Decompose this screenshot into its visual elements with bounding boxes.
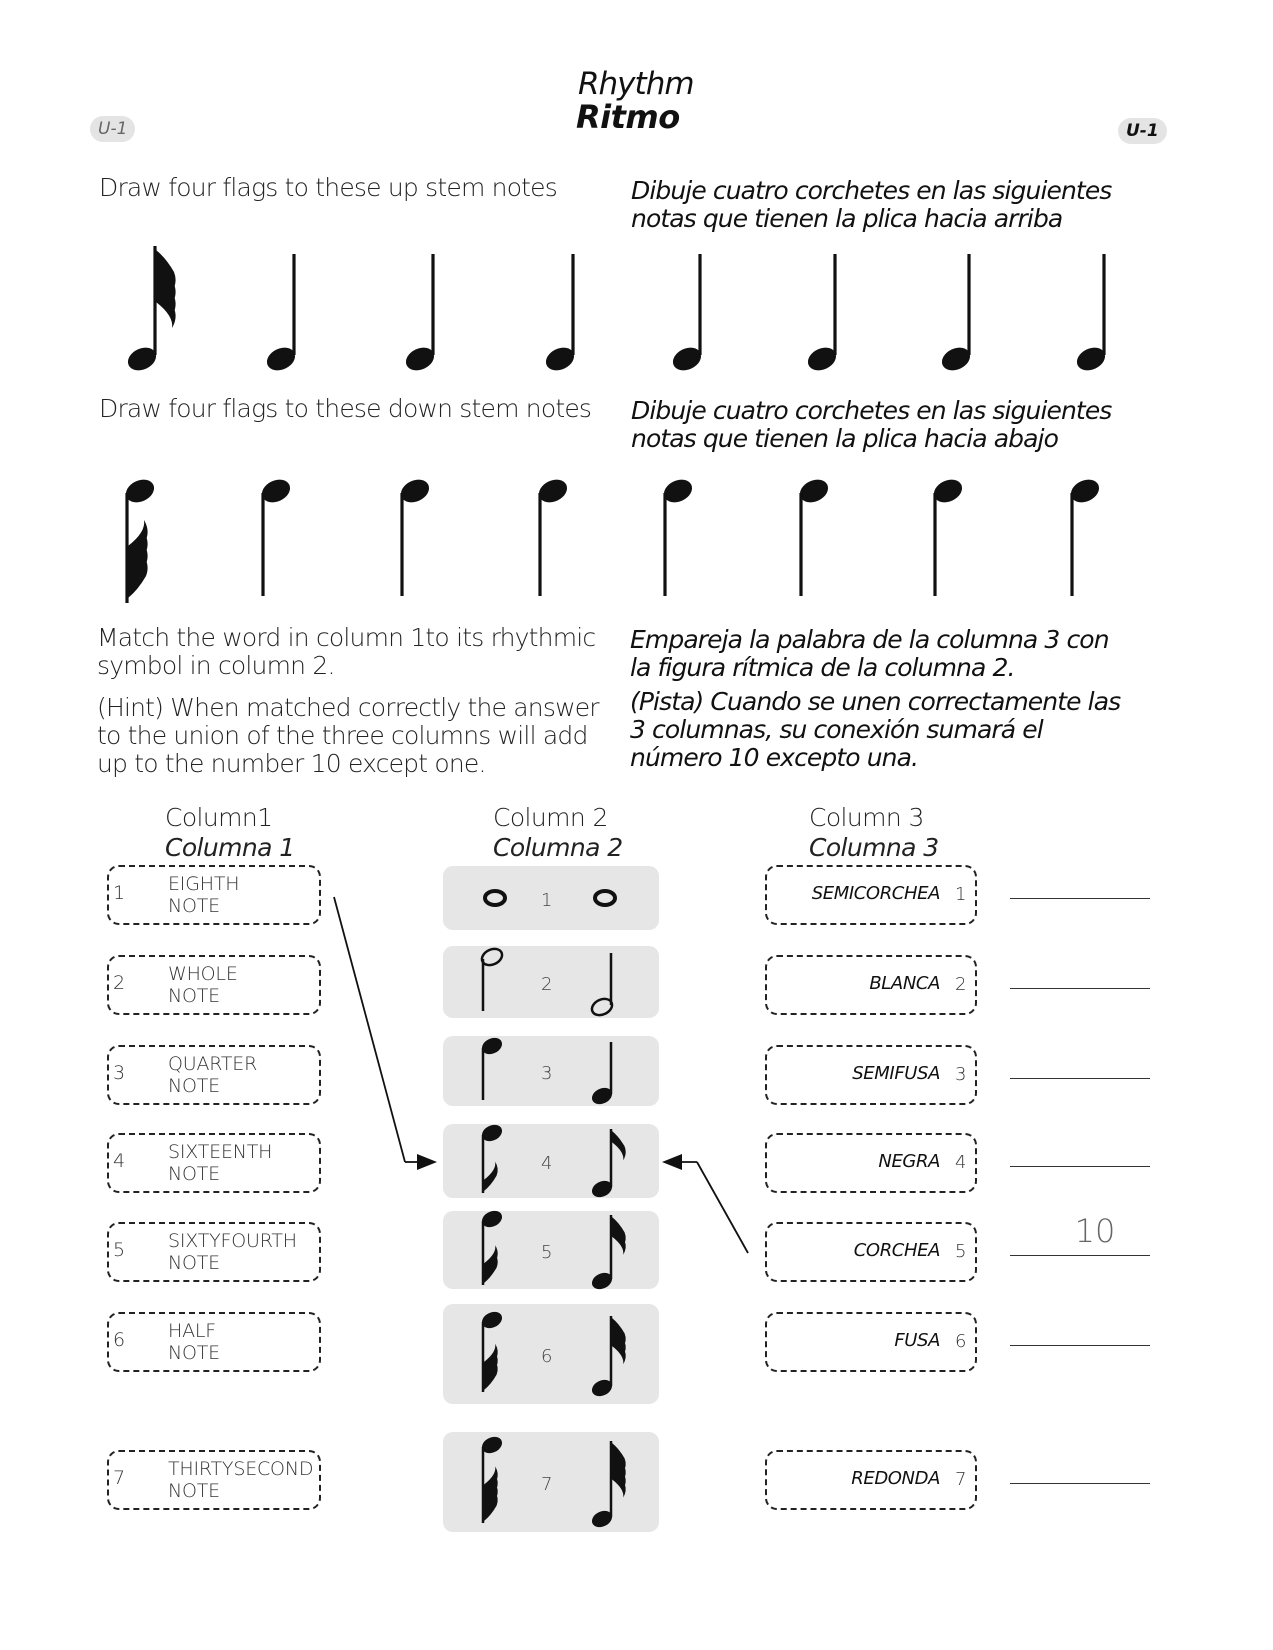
column1-item-label-note: NOTE <box>168 985 220 1007</box>
column1-item-label-note: NOTE <box>168 1163 220 1185</box>
title-english: Rhythm <box>578 66 694 102</box>
column1-item-label: SIXTYFOURTH <box>168 1230 297 1252</box>
column1-item-label-note: NOTE <box>168 895 220 917</box>
column1-item-label: HALF <box>168 1320 216 1342</box>
column1-item-number: 1 <box>113 882 126 904</box>
note-flag <box>484 1162 498 1191</box>
column3-item-number: 5 <box>955 1241 967 1262</box>
column1-item-label: WHOLE <box>168 963 238 985</box>
page-badge-right: U-1 <box>1118 118 1167 144</box>
column1-item-number: 3 <box>113 1062 126 1084</box>
column2-item-number: 4 <box>541 1153 553 1174</box>
note-flag <box>612 1131 626 1160</box>
column3-item-label: SEMIFUSA <box>852 1063 940 1084</box>
column3-item-number: 2 <box>955 974 967 995</box>
column1-item-label-note: NOTE <box>168 1480 220 1502</box>
column1-item-label-note: NOTE <box>168 1342 220 1364</box>
instruction-up-en: Draw four flags to these up stem notes <box>99 173 557 202</box>
matching-instruction-es: Empareja la palabra de la columna 3 con la figura rítmica de la columna 2. <box>630 625 1109 682</box>
column1-item-number: 6 <box>113 1329 126 1351</box>
column1-header-en: Column1 <box>165 803 273 832</box>
instruction-up-es: Dibuje cuatro corchetes en las siguientes notas que tienen la plica hacia arriba <box>631 176 1112 233</box>
column2-item-number: 3 <box>541 1063 553 1084</box>
answer-value: 10 <box>1074 1212 1116 1250</box>
column1-item-label: QUARTER <box>168 1053 258 1075</box>
column1-header-es: Columna 1 <box>165 833 295 862</box>
column2-item-number: 6 <box>541 1346 553 1367</box>
column3-header-en: Column 3 <box>809 803 924 832</box>
instruction-down-es: Dibuje cuatro corchetes en las siguientes notas que tienen la plica hacia abajo <box>631 396 1112 453</box>
matching-hint-en: (Hint) When matched correctly the answer to the union of the three columns will add up to the number 10 except one. <box>97 693 599 778</box>
matching-instruction-en: Match the word in column 1to its rhythmic symbol in column 2. <box>97 623 596 680</box>
column1-item-number: 7 <box>113 1467 126 1489</box>
column1-item-number: 5 <box>113 1239 126 1261</box>
column1-item-label: THIRTYSECOND <box>168 1458 314 1480</box>
column2-item-number: 1 <box>541 890 553 911</box>
arrow-head-2 <box>662 1154 682 1170</box>
column3-item-label: CORCHEA <box>853 1240 940 1261</box>
column1-item-number: 2 <box>113 972 126 994</box>
column2-item-number: 2 <box>541 974 553 995</box>
column3-item-label: SEMICORCHEA <box>811 883 940 904</box>
column3-item-label: BLANCA <box>869 973 940 994</box>
matching-hint-es: (Pista) Cuando se unen correctamente las 3 columnas, su conexión sumará el número 10 excepto una. <box>630 687 1121 772</box>
column3-item-number: 6 <box>955 1331 967 1352</box>
column3-header-es: Columna 3 <box>809 833 939 862</box>
column2-header-en: Column 2 <box>493 803 608 832</box>
column3-item-label: REDONDA <box>851 1468 940 1489</box>
column3-item-number: 7 <box>955 1469 967 1490</box>
column2-header-es: Columna 2 <box>493 833 623 862</box>
column1-item-label: SIXTEENTH <box>168 1141 273 1163</box>
title-spanish: Ritmo <box>576 98 680 136</box>
column1-item-label: EIGHTH <box>168 873 240 895</box>
column3-item-number: 3 <box>955 1064 967 1085</box>
column1-item-label-note: NOTE <box>168 1252 220 1274</box>
column3-item-number: 4 <box>955 1152 967 1173</box>
column2-item-number: 7 <box>541 1474 553 1495</box>
column3-item-label: FUSA <box>894 1330 940 1351</box>
column2-item-number: 5 <box>541 1242 553 1263</box>
arrow-line-2 <box>697 1162 748 1253</box>
arrow-line-1 <box>334 897 405 1162</box>
column3-item-label: NEGRA <box>878 1151 940 1172</box>
column1-item-label-note: NOTE <box>168 1075 220 1097</box>
page-badge-left: U-1 <box>90 116 135 142</box>
column3-item-number: 1 <box>955 884 967 905</box>
instruction-down-en: Draw four flags to these down stem notes <box>99 394 592 423</box>
whole-note-head <box>485 891 505 905</box>
whole-note-head <box>595 891 615 905</box>
column1-item-number: 4 <box>113 1150 126 1172</box>
